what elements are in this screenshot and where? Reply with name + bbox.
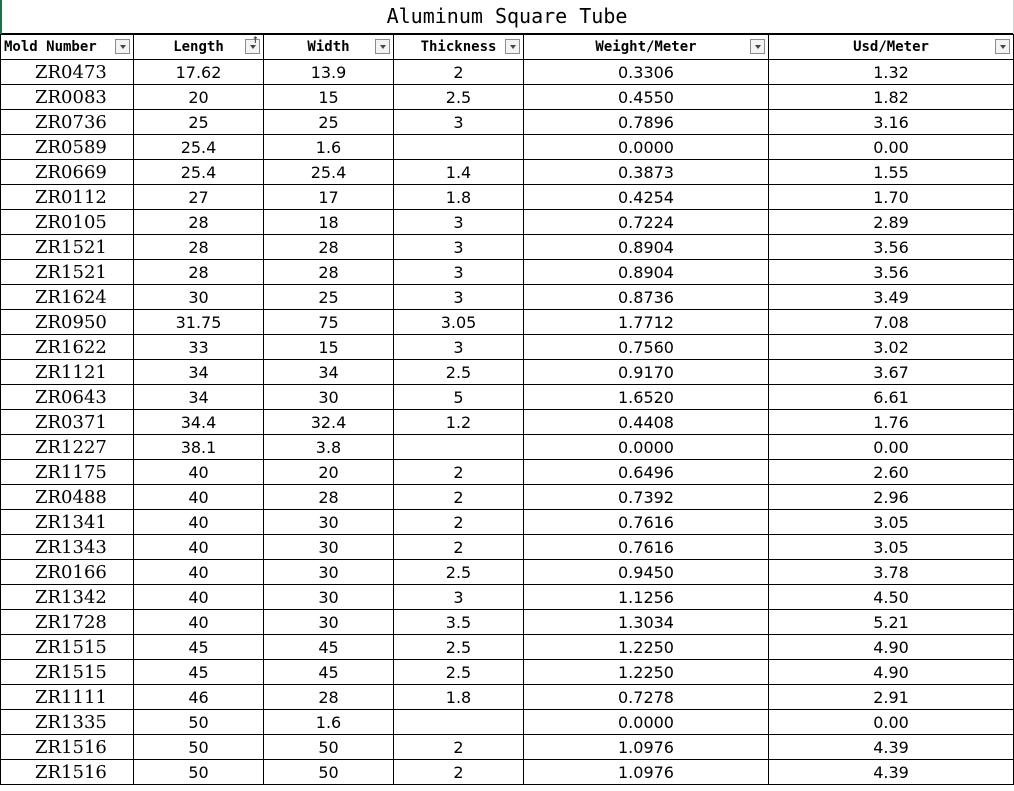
thickness-cell[interactable]: 3.05 [394,310,524,335]
mold-number-cell[interactable]: ZR1111 [1,685,134,710]
mold-number-cell[interactable]: ZR1515 [1,635,134,660]
table-row [1,535,1014,560]
table-row [1,485,1014,510]
length-cell[interactable]: 25 [134,110,264,135]
weight-meter-cell[interactable]: 0.3306 [524,60,769,85]
length-cell[interactable]: 34 [134,360,264,385]
usd-meter-cell[interactable]: 3.56 [769,260,1014,285]
usd-meter-cell[interactable]: 3.49 [769,285,1014,310]
length-cell[interactable]: 46 [134,685,264,710]
filter-dropdown-icon[interactable] [505,39,520,54]
length-cell[interactable]: 28 [134,260,264,285]
filter-dropdown-icon[interactable] [375,39,390,54]
width-cell[interactable]: 28 [264,235,394,260]
width-cell[interactable]: 30 [264,385,394,410]
weight-meter-cell[interactable]: 1.7712 [524,310,769,335]
usd-meter-cell[interactable]: 4.39 [769,735,1014,760]
weight-meter-cell[interactable]: 0.7278 [524,685,769,710]
length-cell[interactable]: 25.4 [134,160,264,185]
table-row [1,85,1014,110]
length-cell[interactable]: 50 [134,710,264,735]
thickness-cell[interactable]: 1.4 [394,160,524,185]
column-header-mold-number[interactable] [1,35,134,60]
weight-meter-cell[interactable]: 0.0000 [524,435,769,460]
width-cell[interactable]: 28 [264,685,394,710]
width-cell[interactable]: 32.4 [264,410,394,435]
thickness-cell[interactable]: 3 [394,335,524,360]
mold-number-cell[interactable]: ZR0112 [1,185,134,210]
weight-meter-cell[interactable]: 0.7896 [524,110,769,135]
thickness-cell[interactable]: 2 [394,760,524,785]
width-cell[interactable]: 1.6 [264,710,394,735]
width-cell[interactable]: 30 [264,535,394,560]
mold-number-cell[interactable]: ZR0643 [1,385,134,410]
mold-number-cell[interactable]: ZR1516 [1,760,134,785]
length-cell[interactable]: 17.62 [134,60,264,85]
mold-number-cell[interactable]: ZR1227 [1,435,134,460]
weight-meter-cell[interactable]: 1.2250 [524,635,769,660]
width-cell[interactable]: 13.9 [264,60,394,85]
width-cell[interactable]: 15 [264,335,394,360]
thickness-cell[interactable]: 2.5 [394,85,524,110]
usd-meter-cell[interactable]: 3.05 [769,535,1014,560]
width-cell[interactable]: 3.8 [264,435,394,460]
length-cell[interactable]: 40 [134,610,264,635]
width-cell[interactable]: 25 [264,285,394,310]
table-row [1,360,1014,385]
weight-meter-cell[interactable]: 0.9450 [524,560,769,585]
length-cell[interactable]: 45 [134,660,264,685]
table-row [1,560,1014,585]
usd-meter-cell[interactable]: 3.67 [769,360,1014,385]
table-row [1,110,1014,135]
mold-number-cell[interactable]: ZR1175 [1,460,134,485]
mold-number-cell[interactable]: ZR0589 [1,135,134,160]
weight-meter-cell[interactable]: 1.3034 [524,610,769,635]
filter-dropdown-icon[interactable] [115,39,130,54]
usd-meter-cell[interactable]: 4.90 [769,635,1014,660]
length-cell[interactable]: 40 [134,510,264,535]
column-header-label: Length [173,39,224,55]
length-cell[interactable]: 50 [134,735,264,760]
mold-number-cell[interactable]: ZR0473 [1,60,134,85]
weight-meter-cell[interactable]: 0.0000 [524,710,769,735]
mold-number-cell[interactable]: ZR1343 [1,535,134,560]
length-cell[interactable]: 38.1 [134,435,264,460]
table-row [1,310,1014,335]
thickness-cell[interactable]: 5 [394,385,524,410]
thickness-cell[interactable] [394,435,524,460]
width-cell[interactable]: 34 [264,360,394,385]
usd-meter-cell[interactable]: 1.70 [769,185,1014,210]
header-row [1,35,1014,60]
column-header-label: Width [307,39,350,55]
thickness-cell[interactable]: 3 [394,585,524,610]
thickness-cell[interactable]: 1.8 [394,685,524,710]
length-cell[interactable]: 34.4 [134,410,264,435]
mold-number-cell[interactable]: ZR0736 [1,110,134,135]
mold-number-cell[interactable]: ZR1342 [1,585,134,610]
width-cell[interactable]: 30 [264,610,394,635]
column-header-length[interactable] [134,35,264,60]
usd-meter-cell[interactable]: 5.21 [769,610,1014,635]
weight-meter-cell[interactable]: 0.4408 [524,410,769,435]
mold-number-cell[interactable]: ZR1515 [1,660,134,685]
usd-meter-cell[interactable]: 4.90 [769,660,1014,685]
table-row [1,235,1014,260]
table-row [1,735,1014,760]
table-body [1,60,1014,785]
weight-meter-cell[interactable]: 1.0976 [524,760,769,785]
usd-meter-cell[interactable]: 2.91 [769,685,1014,710]
weight-meter-cell[interactable]: 1.2250 [524,660,769,685]
column-header-label: Thickness [420,39,497,55]
weight-meter-cell[interactable]: 0.9170 [524,360,769,385]
length-cell[interactable]: 25.4 [134,135,264,160]
table-row [1,710,1014,735]
mold-number-cell[interactable]: ZR1728 [1,610,134,635]
thickness-cell[interactable] [394,710,524,735]
width-cell[interactable]: 28 [264,260,394,285]
mold-number-cell[interactable]: ZR1341 [1,510,134,535]
weight-meter-cell[interactable]: 0.4550 [524,85,769,110]
usd-meter-cell[interactable]: 7.08 [769,310,1014,335]
length-cell[interactable]: 28 [134,210,264,235]
length-cell[interactable]: 40 [134,460,264,485]
table-row [1,135,1014,160]
length-cell[interactable]: 20 [134,85,264,110]
thickness-cell[interactable]: 2 [394,460,524,485]
column-header-label: Weight/Meter [595,39,697,55]
weight-meter-cell[interactable]: 0.7224 [524,210,769,235]
table-row [1,585,1014,610]
usd-meter-cell[interactable]: 0.00 [769,710,1014,735]
usd-meter-cell[interactable]: 2.89 [769,210,1014,235]
usd-meter-cell[interactable]: 4.39 [769,760,1014,785]
mold-number-cell[interactable]: ZR1622 [1,335,134,360]
weight-meter-cell[interactable]: 0.0000 [524,135,769,160]
usd-meter-cell[interactable]: 3.56 [769,235,1014,260]
weight-meter-cell[interactable]: 0.7616 [524,510,769,535]
thickness-cell[interactable]: 3 [394,260,524,285]
table-row [1,410,1014,435]
table-row [1,760,1014,785]
mold-number-cell[interactable]: ZR1335 [1,710,134,735]
weight-meter-cell[interactable]: 0.8904 [524,235,769,260]
length-cell[interactable]: 45 [134,635,264,660]
usd-meter-cell[interactable]: 1.55 [769,160,1014,185]
usd-meter-cell[interactable]: 2.60 [769,460,1014,485]
length-cell[interactable]: 33 [134,335,264,360]
usd-meter-cell[interactable]: 0.00 [769,435,1014,460]
column-header-thickness[interactable] [394,35,524,60]
width-cell[interactable]: 30 [264,585,394,610]
usd-meter-cell[interactable]: 3.05 [769,510,1014,535]
thickness-cell[interactable]: 2 [394,510,524,535]
weight-meter-cell[interactable]: 0.6496 [524,460,769,485]
table-row [1,385,1014,410]
filter-dropdown-icon[interactable] [750,39,765,54]
length-cell[interactable]: 28 [134,235,264,260]
table-row [1,335,1014,360]
width-cell[interactable]: 30 [264,510,394,535]
table-row [1,260,1014,285]
width-cell[interactable]: 25.4 [264,160,394,185]
thickness-cell[interactable]: 1.2 [394,410,524,435]
weight-meter-cell[interactable]: 0.7560 [524,335,769,360]
weight-meter-cell[interactable]: 0.7616 [524,535,769,560]
weight-meter-cell[interactable]: 0.8736 [524,285,769,310]
usd-meter-cell[interactable]: 2.96 [769,485,1014,510]
length-cell[interactable]: 40 [134,535,264,560]
thickness-cell[interactable]: 1.8 [394,185,524,210]
width-cell[interactable]: 75 [264,310,394,335]
length-cell[interactable]: 30 [134,285,264,310]
thickness-cell[interactable]: 3.5 [394,610,524,635]
usd-meter-cell[interactable]: 3.02 [769,335,1014,360]
thickness-cell[interactable]: 3 [394,235,524,260]
mold-number-cell[interactable]: ZR0669 [1,160,134,185]
weight-meter-cell[interactable]: 1.0976 [524,735,769,760]
usd-meter-cell[interactable]: 1.32 [769,60,1014,85]
thickness-cell[interactable]: 2 [394,735,524,760]
thickness-cell[interactable]: 2 [394,485,524,510]
width-cell[interactable]: 28 [264,485,394,510]
usd-meter-cell[interactable]: 1.82 [769,85,1014,110]
width-cell[interactable]: 25 [264,110,394,135]
column-header-weight-meter[interactable] [524,35,769,60]
width-cell[interactable]: 45 [264,660,394,685]
table-row [1,60,1014,85]
table-row [1,635,1014,660]
length-cell[interactable]: 31.75 [134,310,264,335]
column-header-label: Mold Number [4,39,97,55]
table-row [1,160,1014,185]
table-row [1,435,1014,460]
table-row [1,510,1014,535]
width-cell[interactable]: 45 [264,635,394,660]
mold-number-cell[interactable]: ZR0488 [1,485,134,510]
thickness-cell[interactable]: 2.5 [394,660,524,685]
thickness-cell[interactable]: 2.5 [394,635,524,660]
length-cell[interactable]: 27 [134,185,264,210]
length-cell[interactable]: 40 [134,485,264,510]
usd-meter-cell[interactable]: 6.61 [769,385,1014,410]
thickness-cell[interactable]: 3 [394,285,524,310]
table-row [1,685,1014,710]
thickness-cell[interactable] [394,135,524,160]
usd-meter-cell[interactable]: 1.76 [769,410,1014,435]
width-cell[interactable]: 50 [264,760,394,785]
thickness-cell[interactable]: 3 [394,110,524,135]
weight-meter-cell[interactable]: 0.3873 [524,160,769,185]
thickness-cell[interactable]: 2.5 [394,560,524,585]
column-header-label: Usd/Meter [853,39,929,55]
length-cell[interactable]: 40 [134,560,264,585]
length-cell[interactable]: 34 [134,385,264,410]
mold-number-cell[interactable]: ZR1521 [1,235,134,260]
table-row [1,210,1014,235]
length-cell[interactable]: 40 [134,585,264,610]
mold-number-cell[interactable]: ZR0371 [1,410,134,435]
column-header-width[interactable] [264,35,394,60]
mold-number-cell[interactable]: ZR0166 [1,560,134,585]
width-cell[interactable]: 30 [264,560,394,585]
mold-number-cell[interactable]: ZR0105 [1,210,134,235]
weight-meter-cell[interactable]: 1.1256 [524,585,769,610]
weight-meter-cell[interactable]: 0.7392 [524,485,769,510]
usd-meter-cell[interactable]: 4.50 [769,585,1014,610]
mold-number-cell[interactable]: ZR1624 [1,285,134,310]
mold-number-cell[interactable]: ZR0083 [1,85,134,110]
weight-meter-cell[interactable]: 0.8904 [524,260,769,285]
width-cell[interactable]: 1.6 [264,135,394,160]
width-cell[interactable]: 50 [264,735,394,760]
thickness-cell[interactable]: 2 [394,60,524,85]
data-table [0,34,1014,785]
mold-number-cell[interactable]: ZR1121 [1,360,134,385]
usd-meter-cell[interactable]: 3.16 [769,110,1014,135]
mold-number-cell[interactable]: ZR1521 [1,260,134,285]
sheet-title: Aluminum Square Tube [386,4,628,28]
weight-meter-cell[interactable]: 1.6520 [524,385,769,410]
width-cell[interactable]: 15 [264,85,394,110]
table-row [1,285,1014,310]
mold-number-cell[interactable]: ZR0950 [1,310,134,335]
usd-meter-cell[interactable]: 0.00 [769,135,1014,160]
filter-dropdown-icon[interactable] [995,39,1010,54]
table-row [1,610,1014,635]
table-row [1,460,1014,485]
sort-ascending-filter-icon[interactable] [245,39,260,54]
usd-meter-cell[interactable]: 3.78 [769,560,1014,585]
table-row [1,660,1014,685]
thickness-cell[interactable]: 2 [394,535,524,560]
thickness-cell[interactable]: 3 [394,210,524,235]
table-row [1,185,1014,210]
thickness-cell[interactable]: 2.5 [394,360,524,385]
width-cell[interactable]: 18 [264,210,394,235]
column-header-usd-meter[interactable] [769,35,1014,60]
width-cell[interactable]: 17 [264,185,394,210]
length-cell[interactable]: 50 [134,760,264,785]
mold-number-cell[interactable]: ZR1516 [1,735,134,760]
weight-meter-cell[interactable]: 0.4254 [524,185,769,210]
width-cell[interactable]: 20 [264,460,394,485]
title-row[interactable] [0,0,1014,34]
